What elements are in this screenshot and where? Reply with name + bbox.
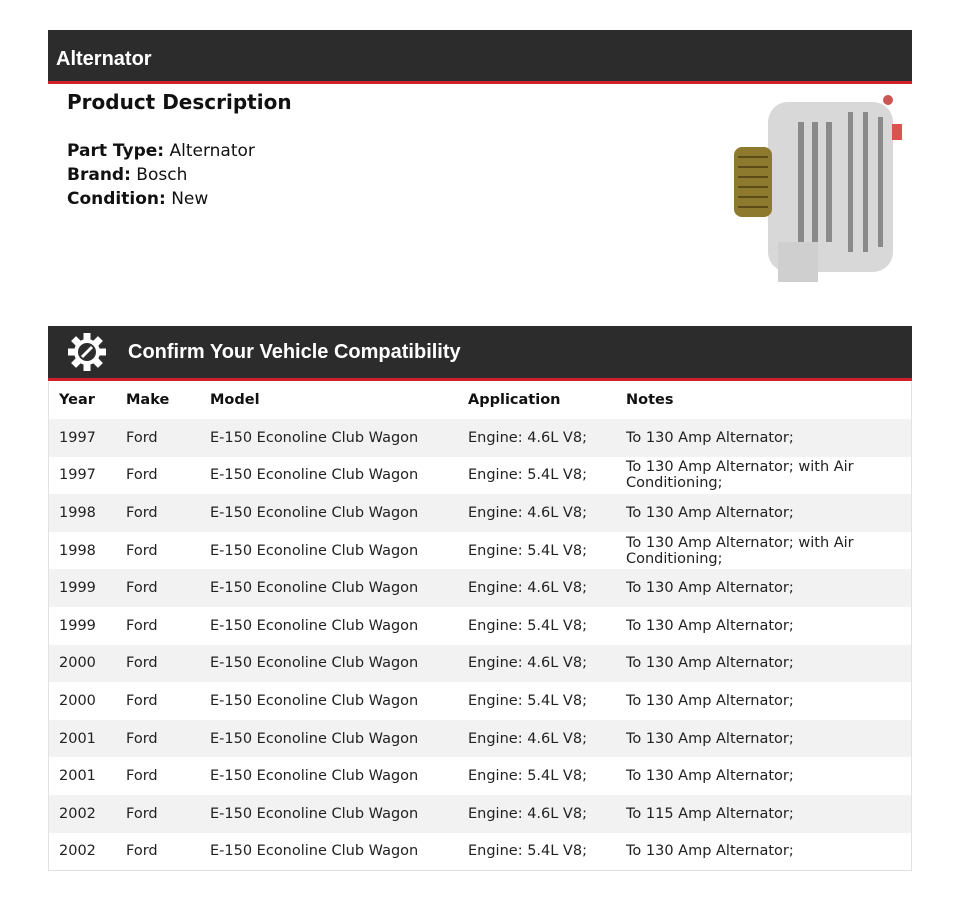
- cell-application: Engine: 4.6L V8;: [468, 429, 587, 446]
- table-row: [49, 569, 912, 607]
- cell-model: E-150 Econoline Club Wagon: [210, 429, 419, 446]
- cell-notes: To 130 Amp Alternator;: [626, 429, 794, 446]
- cell-notes: To 130 Amp Alternator;: [626, 730, 794, 747]
- cell-year: 2000: [59, 655, 96, 672]
- table-row: [49, 645, 912, 683]
- cell-year: 1997: [59, 429, 96, 446]
- cell-make: Ford: [126, 467, 158, 484]
- gear-wrench-icon: [68, 333, 106, 371]
- cell-model: E-150 Econoline Club Wagon: [210, 655, 419, 672]
- cell-application: Engine: 4.6L V8;: [468, 655, 587, 672]
- cell-year: 1998: [59, 504, 96, 521]
- cell-notes: To 130 Amp Alternator;: [626, 692, 794, 709]
- cell-model: E-150 Econoline Club Wagon: [210, 617, 419, 634]
- table-row: [49, 494, 912, 532]
- compatibility-title: Confirm Your Vehicle Compatibility: [128, 340, 461, 363]
- cell-application: Engine: 4.6L V8;: [468, 504, 587, 521]
- cell-model: E-150 Econoline Club Wagon: [210, 805, 419, 822]
- spec-part-type: Part Type: Alternator: [67, 141, 255, 161]
- cell-make: Ford: [126, 692, 158, 709]
- product-title: Alternator: [56, 48, 152, 70]
- cell-model: E-150 Econoline Club Wagon: [210, 768, 419, 785]
- cell-model: E-150 Econoline Club Wagon: [210, 467, 419, 484]
- cell-application: Engine: 4.6L V8;: [468, 730, 587, 747]
- cell-make: Ford: [126, 542, 158, 559]
- cell-application: Engine: 5.4L V8;: [468, 843, 587, 860]
- table-row: [49, 757, 912, 795]
- column-header-model: Model: [210, 392, 260, 408]
- cell-year: 1997: [59, 467, 96, 484]
- cell-make: Ford: [126, 730, 158, 747]
- alternator-image: [728, 92, 908, 292]
- column-header-year: Year: [59, 392, 95, 408]
- cell-model: E-150 Econoline Club Wagon: [210, 542, 419, 559]
- cell-make: Ford: [126, 768, 158, 785]
- cell-application: Engine: 5.4L V8;: [468, 542, 587, 559]
- column-header-make: Make: [126, 392, 170, 408]
- table-row: [49, 532, 912, 570]
- cell-make: Ford: [126, 655, 158, 672]
- product-header: [48, 30, 912, 84]
- cell-year: 1999: [59, 580, 96, 597]
- cell-make: Ford: [126, 429, 158, 446]
- cell-make: Ford: [126, 580, 158, 597]
- table-row: [49, 607, 912, 645]
- cell-model: E-150 Econoline Club Wagon: [210, 504, 419, 521]
- compatibility-header: [48, 326, 912, 381]
- cell-notes: To 130 Amp Alternator;: [626, 580, 794, 597]
- cell-year: 2002: [59, 843, 96, 860]
- cell-make: Ford: [126, 617, 158, 634]
- cell-application: Engine: 4.6L V8;: [468, 805, 587, 822]
- table-header-row: [49, 381, 912, 419]
- cell-notes: To 130 Amp Alternator; with Air Conditioning;: [626, 534, 854, 567]
- cell-notes: To 130 Amp Alternator;: [626, 617, 794, 634]
- cell-notes: To 115 Amp Alternator;: [626, 805, 794, 822]
- cell-make: Ford: [126, 805, 158, 822]
- cell-model: E-150 Econoline Club Wagon: [210, 692, 419, 709]
- table-row: [49, 419, 912, 457]
- cell-application: Engine: 5.4L V8;: [468, 768, 587, 785]
- cell-make: Ford: [126, 504, 158, 521]
- cell-notes: To 130 Amp Alternator;: [626, 655, 794, 672]
- cell-year: 2002: [59, 805, 96, 822]
- table-row: [49, 795, 912, 833]
- cell-application: Engine: 5.4L V8;: [468, 692, 587, 709]
- cell-year: 2000: [59, 692, 96, 709]
- cell-notes: To 130 Amp Alternator;: [626, 843, 794, 860]
- spec-condition: Condition: New: [67, 189, 209, 209]
- cell-make: Ford: [126, 843, 158, 860]
- cell-model: E-150 Econoline Club Wagon: [210, 730, 419, 747]
- cell-notes: To 130 Amp Alternator;: [626, 504, 794, 521]
- compatibility-table: [48, 381, 912, 871]
- column-header-notes: Notes: [626, 392, 674, 408]
- table-row: [49, 682, 912, 720]
- cell-year: 1999: [59, 617, 96, 634]
- cell-year: 2001: [59, 768, 96, 785]
- cell-year: 2001: [59, 730, 96, 747]
- cell-application: Engine: 4.6L V8;: [468, 580, 587, 597]
- cell-model: E-150 Econoline Club Wagon: [210, 843, 419, 860]
- cell-notes: To 130 Amp Alternator;: [626, 768, 794, 785]
- column-header-application: Application: [468, 392, 561, 408]
- table-row: [49, 720, 912, 758]
- spec-brand: Brand: Bosch: [67, 165, 188, 185]
- description-title: Product Description: [67, 90, 292, 114]
- cell-model: E-150 Econoline Club Wagon: [210, 580, 419, 597]
- table-row: [49, 457, 912, 495]
- cell-year: 1998: [59, 542, 96, 559]
- cell-notes: To 130 Amp Alternator; with Air Conditioning;: [626, 459, 854, 492]
- cell-application: Engine: 5.4L V8;: [468, 467, 587, 484]
- table-row: [49, 833, 912, 871]
- cell-application: Engine: 5.4L V8;: [468, 617, 587, 634]
